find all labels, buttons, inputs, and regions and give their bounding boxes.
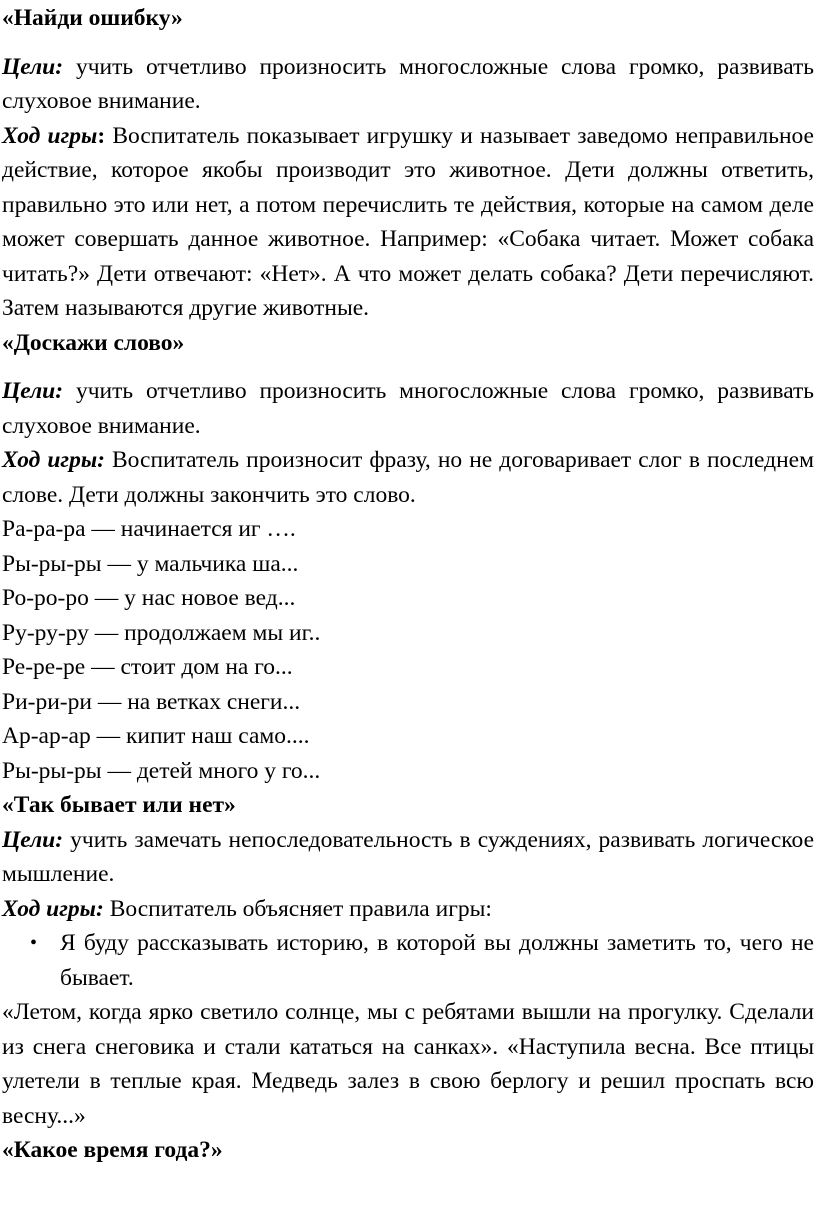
- goal-label: Цели:: [2, 378, 64, 404]
- list-item-text: Я буду рассказывать историю, в которой вы должны заметить то, чего не бывает.: [60, 930, 814, 991]
- course-label: Ход игры: [2, 122, 98, 149]
- course-paragraph: [2, 892, 814, 927]
- rhyme-line: Ра-ра-ра — начинается иг ….: [2, 516, 296, 542]
- course-text: Воспитатель произносит фразу, но не договаривает слог в последнем слове. Дети должны закончить это слово.: [2, 447, 814, 508]
- goal-text: учить замечать непоследовательность в суждениях, развивать логическое мышление.: [2, 826, 814, 887]
- goal-label: Цели:: [2, 826, 64, 853]
- rules-list: [2, 926, 814, 995]
- course-label: Ход игры:: [2, 447, 105, 473]
- goal-label: Цели:: [2, 53, 64, 80]
- course-colon: :: [97, 122, 106, 149]
- course-paragraph: [2, 119, 814, 326]
- rhyme-line: Ри-ри-ри — на ветках снеги...: [2, 688, 301, 715]
- story-paragraph: «Летом, когда ярко светило солнце, мы с ребятами вышли на прогулку. Сделали из снега снеговика и стали кататься на санках». «Наступила весна. Все птицы улетели в теплые края. Медведь залез в свою берлогу и решил проспать всю весну...»: [2, 999, 814, 1129]
- rhyme-line: Ар-ар-ар — кипит наш само....: [2, 723, 310, 749]
- course-paragraph: [2, 443, 814, 512]
- section-title-what-season: «Какое время года?»: [2, 1137, 223, 1163]
- goal-paragraph: [2, 374, 814, 443]
- bullet-icon: •: [30, 932, 38, 954]
- goal-text: учить отчетливо произносить многосложные слова громко, развивать слуховое внимание.: [2, 53, 814, 114]
- section-title-find-mistake: «Найди ошибку»: [2, 5, 183, 31]
- rhyme-line: Ру-ру-ру — продолжаем мы иг..: [2, 619, 321, 646]
- rhyme-line: Ры-ры-ры — детей много у го...: [2, 757, 321, 784]
- goal-text: учить отчетливо произносить многосложные слова громко, развивать слуховое внимание.: [2, 378, 814, 439]
- rhyme-line: Ре-ре-ре — стоит дом на го...: [2, 654, 293, 680]
- goal-paragraph: [2, 823, 814, 892]
- course-text: Воспитатель объясняет правила игры:: [103, 895, 492, 922]
- goal-paragraph: [2, 50, 814, 119]
- course-text: Воспитатель показывает игрушку и называет заведомо неправильное действие, которое якобы производит это животное. Дети должны ответить, правильно это или нет, а потом перечислить те действия, которые на самом деле может совершать данное животное. Например: «Собака читает. Может собака читать?» Дети отвечают: «Нет». А что может делать собака? Дети перечисляют. Затем называются другие животные.: [2, 122, 814, 321]
- section-title-finish-word: «Доскажи слово»: [2, 329, 185, 356]
- course-label: Ход игры:: [2, 895, 104, 922]
- list-item: [2, 926, 814, 995]
- rhyme-line: Ры-ры-ры — у мальчика ша...: [2, 550, 299, 577]
- section-title-is-it-so: «Так бывает или нет»: [2, 792, 236, 818]
- rhyme-line: Ро-ро-ро — у нас новое вед...: [2, 585, 296, 611]
